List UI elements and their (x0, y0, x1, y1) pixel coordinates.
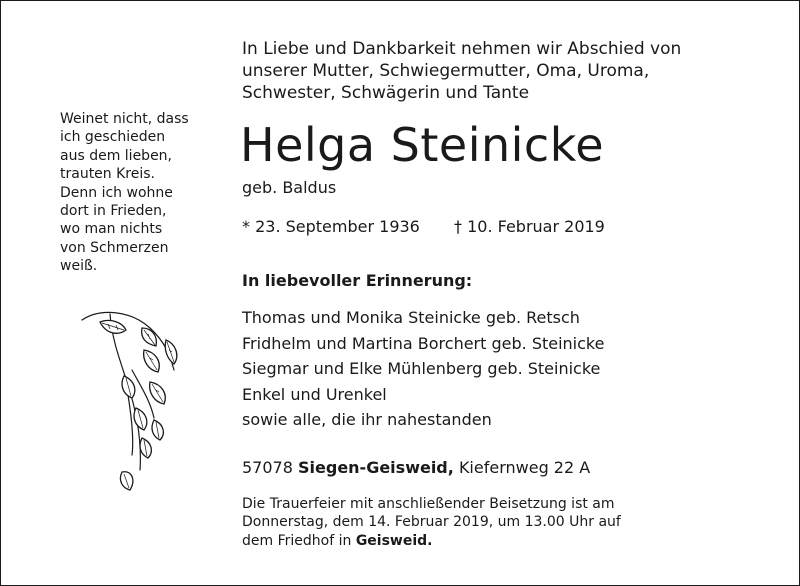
branch-twig-icon (128, 395, 133, 455)
poem-line-5: Denn ich wohne (60, 184, 173, 201)
service-line-2: Donnerstag, dem 14. Februar 2019, um 13.00 Uhr auf (242, 514, 621, 531)
poem-line-7: wo man nichts (60, 221, 163, 238)
birth-date: * 23. September 1936 (242, 217, 420, 236)
poem-line-2: ich geschieden (60, 129, 166, 146)
death-date: † 10. Februar 2019 (454, 217, 605, 236)
intro-text (242, 38, 782, 104)
poem-line-4: trauten Kreis. (60, 166, 155, 183)
mourner-item: Enkel und Urenkel (242, 384, 387, 404)
poem-line-9: weiß. (60, 258, 98, 275)
deceased-name: Helga Steinicke (240, 118, 605, 172)
poem-line-8: von Schmerzen (60, 239, 169, 256)
birth-name: geb. Baldus (242, 178, 337, 197)
poem-line-6: dort in Frieden, (60, 203, 167, 220)
memory-heading: In liebevoller Erinnerung: (242, 271, 473, 290)
poem-line-1: Weinet nicht, dass (60, 111, 189, 127)
intro-line-1: In Liebe und Dankbarkeit nehmen wir Abschied von (242, 39, 682, 59)
intro-line-2: unserer Mutter, Schwiegermutter, Oma, Uroma, (242, 61, 650, 81)
mourner-item: Thomas und Monika Steinicke geb. Retsch (242, 308, 580, 327)
service-place: Geisweid. (355, 532, 433, 549)
service-line-1: Die Trauerfeier mit anschließender Beisetzung ist am (242, 496, 615, 512)
intro-line-3: Schwester, Schwägerin und Tante (242, 83, 530, 103)
life-dates (242, 216, 605, 238)
poem-line-3: aus dem lieben, (60, 147, 172, 164)
service-info (242, 495, 782, 550)
mourners-list (242, 305, 604, 433)
address (242, 457, 590, 479)
mourner-item: Fridhelm und Martina Borchert geb. Steinicke (242, 333, 605, 353)
poem (60, 110, 220, 276)
leaf-icon (165, 340, 177, 364)
mourner-item: Siegmar und Elke Mühlenberg geb. Steinicke (242, 359, 601, 378)
address-street: Kiefernweg 22 A (458, 458, 591, 477)
mourner-item: sowie alle, die ihr nahestanden (242, 410, 492, 429)
address-postcode: 57078 (242, 458, 293, 477)
address-city: Siegen-Geisweid, (298, 458, 454, 477)
service-line-3-prefix: dem Friedhof in (242, 532, 352, 549)
branch-stem-icon (82, 312, 174, 370)
service-line-3 (242, 532, 782, 550)
birch-branch-illustration (70, 300, 200, 510)
